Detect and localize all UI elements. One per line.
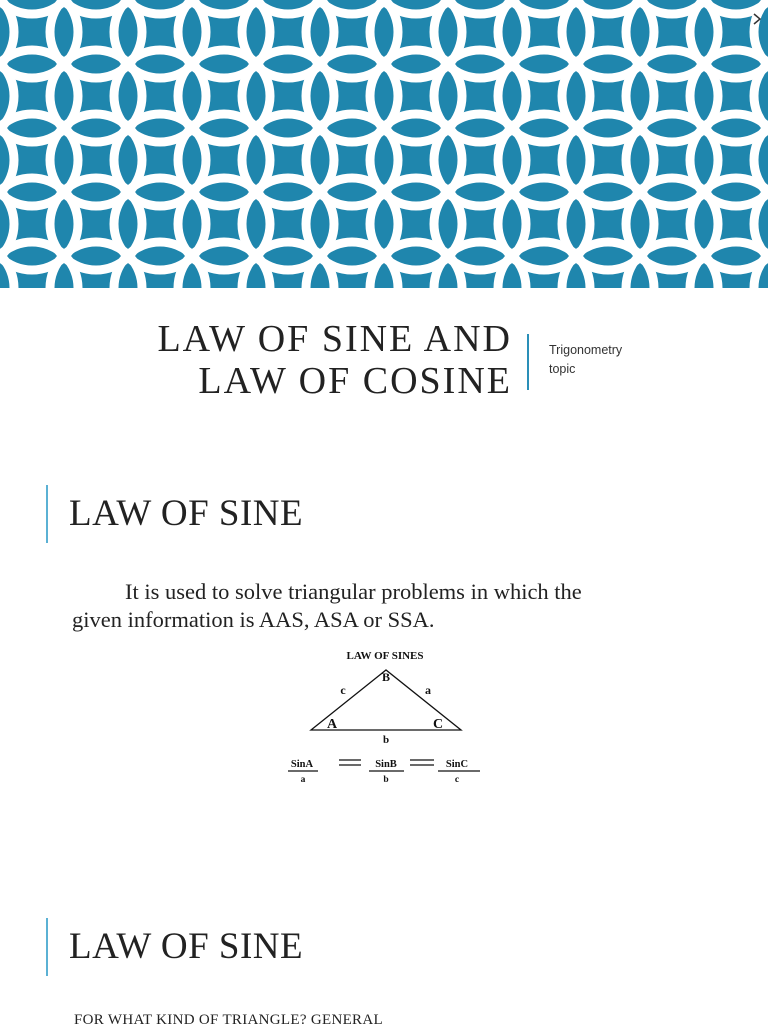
vertex-b-label: B: [381, 670, 391, 684]
circle-pattern: [0, 0, 768, 288]
fraction-3-denominator: c: [454, 775, 460, 785]
slide-subtitle: [549, 341, 669, 379]
subtitle-line-1: Trigonometry: [549, 343, 623, 357]
side-b-label: b: [382, 734, 390, 746]
fraction-2-numerator: SinB: [375, 759, 397, 770]
body-line-2: given information is AAS, ASA or SSA.: [72, 607, 435, 632]
vertex-c-label: C: [432, 717, 444, 732]
section-2-body-partial: FOR WHAT KIND OF TRIANGLE? GENERAL: [74, 1012, 383, 1028]
body-paragraph: [72, 578, 692, 634]
fraction-1-numerator: SinA: [290, 759, 314, 770]
section-accent-bar: [46, 485, 48, 543]
chevron-right-icon[interactable]: [750, 12, 764, 26]
title-line-2: LAW OF COSINE: [198, 360, 512, 402]
section-heading-2: LAW OF SINE: [69, 926, 304, 967]
body-line-1: It is used to solve triangular problems in which the: [125, 579, 582, 604]
section-heading: LAW OF SINE: [69, 493, 304, 534]
side-c-label: c: [340, 683, 346, 697]
vertex-a-label: A: [326, 717, 338, 732]
title-divider: [527, 334, 529, 390]
diagram-title: LAW OF SINES: [346, 650, 424, 662]
subtitle-line-2: topic: [549, 362, 576, 376]
section-accent-bar-2: [46, 918, 48, 976]
title-line-1: LAW OF SINE AND: [157, 318, 512, 360]
fraction-1-denominator: a: [300, 775, 306, 785]
slide-title: [0, 318, 512, 402]
fraction-3-numerator: SinC: [445, 759, 469, 770]
law-of-sines-diagram: [286, 644, 486, 792]
decorative-banner: [0, 0, 768, 288]
fraction-2-denominator: b: [383, 775, 389, 785]
side-a-label: a: [425, 683, 431, 697]
